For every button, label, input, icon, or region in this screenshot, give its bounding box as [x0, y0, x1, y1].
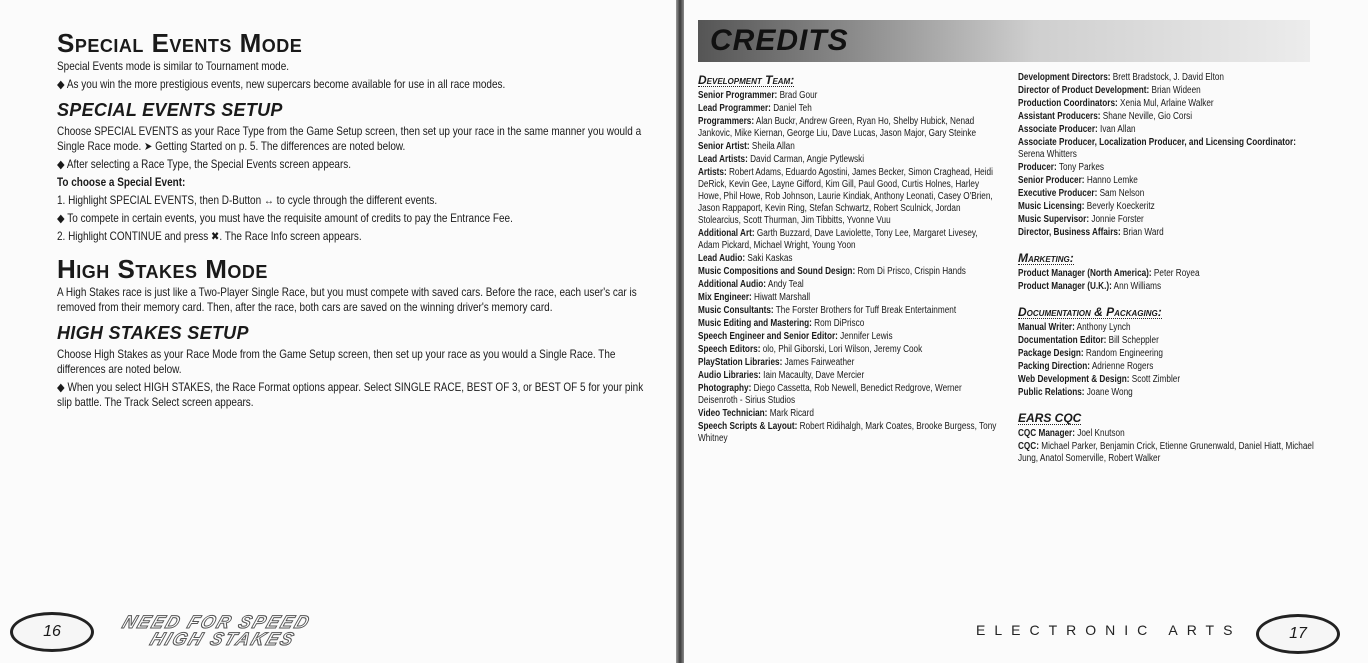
special-setup-title: SPECIAL EVENTS SETUP	[57, 100, 283, 120]
credits-list-2	[1018, 72, 1318, 239]
credit-entry	[1018, 201, 1318, 213]
credit-entry	[698, 331, 998, 343]
credit-names: Jonnie Forster	[1091, 214, 1144, 225]
high-stakes-title: High Stakes Mode	[57, 254, 268, 284]
credit-names: The Forster Brothers for Tuff Break Entertainment	[775, 305, 957, 316]
credit-entry	[698, 370, 998, 382]
credit-names: Peter Royea	[1153, 268, 1200, 279]
credit-entry	[1018, 188, 1318, 200]
credit-names: Random Engineering	[1085, 348, 1163, 359]
credit-role: Photography:	[698, 383, 752, 394]
credit-role: Music Editing and Mastering:	[698, 318, 812, 329]
credit-entry	[698, 383, 998, 407]
credit-role: Music Supervisor:	[1018, 214, 1090, 225]
credit-role: Speech Scripts & Layout:	[698, 421, 798, 432]
credit-entry	[698, 318, 998, 330]
credit-role: Video Technician:	[698, 408, 768, 419]
credit-names: Michael Parker, Benjamin Crick, Etienne Grunenwald, Daniel Hiatt, Michael Jung, Anatol Somerville, Robert Walker	[1018, 441, 1314, 464]
credit-entry	[1018, 441, 1318, 465]
credit-entry	[1018, 111, 1318, 123]
credit-entry	[698, 253, 998, 265]
credit-entry	[1018, 374, 1318, 386]
credit-role: Music Consultants:	[698, 305, 774, 316]
credit-role: Lead Audio:	[698, 253, 746, 264]
credit-role: Director, Business Affairs:	[1018, 227, 1121, 238]
credit-names: Scott Zimbler	[1131, 374, 1181, 385]
credit-entry	[698, 116, 998, 140]
credit-names: Serena Whitters	[1018, 149, 1077, 160]
page-number-right: 17	[1256, 614, 1340, 654]
credit-entry	[698, 228, 998, 252]
credit-role: CQC:	[1018, 441, 1039, 452]
page-number-left: 16	[10, 612, 94, 652]
right-page	[684, 0, 1368, 663]
credits-column-2	[1018, 72, 1318, 466]
credit-role: Manual Writer:	[1018, 322, 1075, 333]
credit-entry	[1018, 227, 1318, 239]
credit-role: PlayStation Libraries:	[698, 357, 783, 368]
credit-role: Associate Producer:	[1018, 124, 1098, 135]
left-content	[57, 30, 647, 413]
credit-role: Speech Editors:	[698, 344, 761, 355]
credit-names: Ivan Allan	[1100, 124, 1136, 135]
credit-role: Development Directors:	[1018, 72, 1111, 83]
credit-names: olo, Phil Giborski, Lori Wilson, Jeremy Cook	[762, 344, 923, 355]
credit-entry	[1018, 335, 1318, 347]
marketing-heading: Marketing:	[1018, 251, 1074, 265]
special-events-title: Special Events Mode	[57, 28, 303, 58]
credit-names: Hiwatt Marshall	[754, 292, 811, 303]
credits-banner	[698, 20, 1310, 62]
credit-role: Product Manager (North America):	[1018, 268, 1152, 279]
dev-team-heading: Development Team:	[698, 73, 795, 87]
left-page	[0, 0, 676, 663]
special-setup-bullet: ◆ After selecting a Race Type, the Special Events screen appears.	[57, 158, 352, 171]
credit-entry	[1018, 348, 1318, 360]
credit-names: Shane Neville, Gio Corsi	[1102, 111, 1193, 122]
credit-names: Anthony Lynch	[1076, 322, 1131, 333]
credits-title: CREDITS	[710, 24, 849, 57]
credit-names: Brad Gour	[779, 90, 818, 101]
credit-role: Additional Audio:	[698, 279, 767, 290]
credit-entry	[698, 167, 998, 227]
credit-names: Rom DiPrisco	[814, 318, 865, 329]
ears-list	[1018, 428, 1318, 465]
credit-entry	[698, 408, 998, 420]
credit-entry	[698, 279, 998, 291]
credit-names: Mark Ricard	[769, 408, 814, 419]
credit-entry	[1018, 387, 1318, 399]
step-2: 2. Highlight CONTINUE and press ✖. The Race Info screen appears.	[57, 230, 362, 243]
credit-names: Beverly Koeckeritz	[1086, 201, 1155, 212]
credit-role: Production Coordinators:	[1018, 98, 1118, 109]
credit-entry	[1018, 322, 1318, 334]
credit-entry	[1018, 72, 1318, 84]
credit-role: Documentation Editor:	[1018, 335, 1107, 346]
credit-names: Brett Bradstock, J. David Elton	[1112, 72, 1224, 83]
credit-role: Audio Libraries:	[698, 370, 761, 381]
credit-names: James Fairweather	[784, 357, 855, 368]
credit-role: Senior Programmer:	[698, 90, 778, 101]
credit-entry	[698, 90, 998, 102]
credits-column-1	[698, 72, 998, 446]
credit-entry	[698, 154, 998, 166]
credit-role: Artists:	[698, 167, 727, 178]
credit-role: Producer:	[1018, 162, 1057, 173]
credit-role: Assistant Producers:	[1018, 111, 1101, 122]
documentation-list	[1018, 322, 1318, 399]
credit-names: Jennifer Lewis	[840, 331, 893, 342]
credit-names: Rom Di Prisco, Crispin Hands	[857, 266, 966, 277]
credit-role: Mix Engineer:	[698, 292, 752, 303]
credit-role: Product Manager (U.K.):	[1018, 281, 1112, 292]
credit-names: Tony Parkes	[1058, 162, 1104, 173]
game-logo: NEED FOR SPEED HIGH STAKES	[119, 612, 314, 649]
credit-role: Director of Product Development:	[1018, 85, 1150, 96]
credit-entry	[698, 357, 998, 369]
high-setup-title: HIGH STAKES SETUP	[57, 323, 249, 343]
credit-role: CQC Manager:	[1018, 428, 1075, 439]
left-footer	[10, 612, 430, 652]
credit-role: Web Development & Design:	[1018, 374, 1130, 385]
credit-names: Xenia Mul, Arlaine Walker	[1120, 98, 1214, 109]
credit-role: Senior Producer:	[1018, 175, 1085, 186]
credit-names: Ann Williams	[1113, 281, 1162, 292]
credit-entry	[1018, 137, 1318, 161]
credit-names: Joane Wong	[1086, 387, 1133, 398]
credit-role: Speech Engineer and Senior Editor:	[698, 331, 838, 342]
credit-names: Joel Knutson	[1077, 428, 1125, 439]
credit-entry	[1018, 268, 1318, 280]
special-intro: Special Events mode is similar to Tournament mode.	[57, 60, 290, 73]
credit-names: Brian Ward	[1122, 227, 1164, 238]
credit-names: Garth Buzzard, Dave Laviolette, Tony Lee, Margaret Livesey, Adam Pickard, Michael Wright, Young Yoon	[698, 228, 978, 251]
marketing-list	[1018, 268, 1318, 293]
credit-names: Sam Nelson	[1099, 188, 1145, 199]
credit-entry	[698, 421, 998, 445]
ears-heading: EARS CQC	[1018, 411, 1082, 425]
credit-entry	[698, 266, 998, 278]
step-1: 1. Highlight SPECIAL EVENTS, then D-Button ↔ to cycle through the different events.	[57, 194, 438, 207]
credit-role: Executive Producer:	[1018, 188, 1098, 199]
credit-role: Programmers:	[698, 116, 755, 127]
credit-role: Packing Direction:	[1018, 361, 1091, 372]
credit-names: Robert Ridihalgh, Mark Coates, Brooke Burgess, Tony Whitney	[698, 421, 997, 444]
special-bullet: ◆ As you win the more prestigious events, new supercars become available for use in all race modes.	[57, 78, 506, 91]
credit-entry	[1018, 98, 1318, 110]
credit-names: Andy Teal	[767, 279, 804, 290]
credit-entry	[698, 103, 998, 115]
credit-names: Bill Scheppler	[1108, 335, 1159, 346]
credit-names: Iain Macaulty, Dave Mercier	[763, 370, 865, 381]
high-setup-text: Choose High Stakes as your Race Mode from the Game Setup screen, then set up your race as you would a Single Race. The differences are noted below.	[57, 348, 616, 376]
credit-role: Lead Artists:	[698, 154, 748, 165]
book-gutter	[676, 0, 684, 663]
choose-heading: To choose a Special Event:	[57, 176, 186, 189]
credit-role: Senior Artist:	[698, 141, 750, 152]
credit-entry	[1018, 162, 1318, 174]
credit-role: Music Compositions and Sound Design:	[698, 266, 856, 277]
credit-entry	[698, 292, 998, 304]
credit-role: Additional Art:	[698, 228, 755, 239]
special-setup-text: Choose SPECIAL EVENTS as your Race Type from the Game Setup screen, then set up your race in the same manner you would a Single Race mode. ➤ Getting Started on p. 5. The differences are noted below.	[57, 125, 642, 153]
credit-entry	[698, 141, 998, 153]
credits-list-1	[698, 90, 998, 445]
credit-entry	[1018, 361, 1318, 373]
credit-names: David Carman, Angie Pytlewski	[750, 154, 865, 165]
credit-names: Diego Cassetta, Rob Newell, Benedict Redgrove, Werner Deisenroth - Sirius Studios	[698, 383, 962, 406]
credit-names: Hanno Lemke	[1086, 175, 1138, 186]
credit-role: Associate Producer, Localization Producer, and Licensing Coordinator:	[1018, 137, 1296, 148]
credit-names: Adrienne Rogers	[1091, 361, 1154, 372]
credit-names: Daniel Teh	[773, 103, 812, 114]
credit-role: Package Design:	[1018, 348, 1084, 359]
documentation-heading: Documentation & Packaging:	[1018, 305, 1162, 319]
credit-entry	[1018, 281, 1318, 293]
credit-entry	[698, 344, 998, 356]
credit-names: Sheila Allan	[751, 141, 795, 152]
high-stakes-text: A High Stakes race is just like a Two-Player Single Race, but you must compete with saved cars. Before the race, each user's car is removed from their memory card. Then, after the race, both cars are saved on the winning driver's memory card.	[57, 286, 637, 314]
credit-role: Public Relations:	[1018, 387, 1085, 398]
credit-entry	[1018, 214, 1318, 226]
step-1-sub: ◆ To compete in certain events, you must have the requisite amount of credits to pay the Entrance Fee.	[57, 212, 513, 225]
credit-entry	[1018, 124, 1318, 136]
credit-entry	[1018, 175, 1318, 187]
credit-names: Brian Wideen	[1151, 85, 1201, 96]
credit-role: Lead Programmer:	[698, 103, 771, 114]
high-setup-bullet: ◆ When you select HIGH STAKES, the Race Format options appear. Select SINGLE RACE, BEST OF 3, or BEST OF 5 for your pink slip battle. The Track Select screen appears.	[57, 381, 644, 409]
credit-entry	[1018, 428, 1318, 440]
credit-names: Robert Adams, Eduardo Agostini, James Becker, Simon Craghead, Heidi DeRick, Kevin Gee, Layne Gifford, Kim Gill, Paul Good, Curtis Holnes, Harley Howe, Phil Howe, Rob Johnson, Laurie Kindiak, Anthony Leonati, Casey O'Brien, Jason Rappaport, Kevin Ring, Stefan Schwartz, Robert Sculnick, Jordan Stolearcius, Scott Thurman, Jim Tibbitts, Yvonne Vuu	[698, 167, 993, 226]
credit-role: Music Licensing:	[1018, 201, 1085, 212]
credit-names: Saki Kaskas	[747, 253, 793, 264]
credit-entry	[1018, 85, 1318, 97]
credit-entry	[698, 305, 998, 317]
credit-names: Alan Buckr, Andrew Green, Ryan Ho, Shelby Hubick, Nenad Jankovic, Mike Kiernan, George Liu, Dave Lucas, Jason Major, Gary Steinke	[698, 116, 977, 139]
publisher-name: ELECTRONIC ARTS	[976, 622, 1242, 638]
